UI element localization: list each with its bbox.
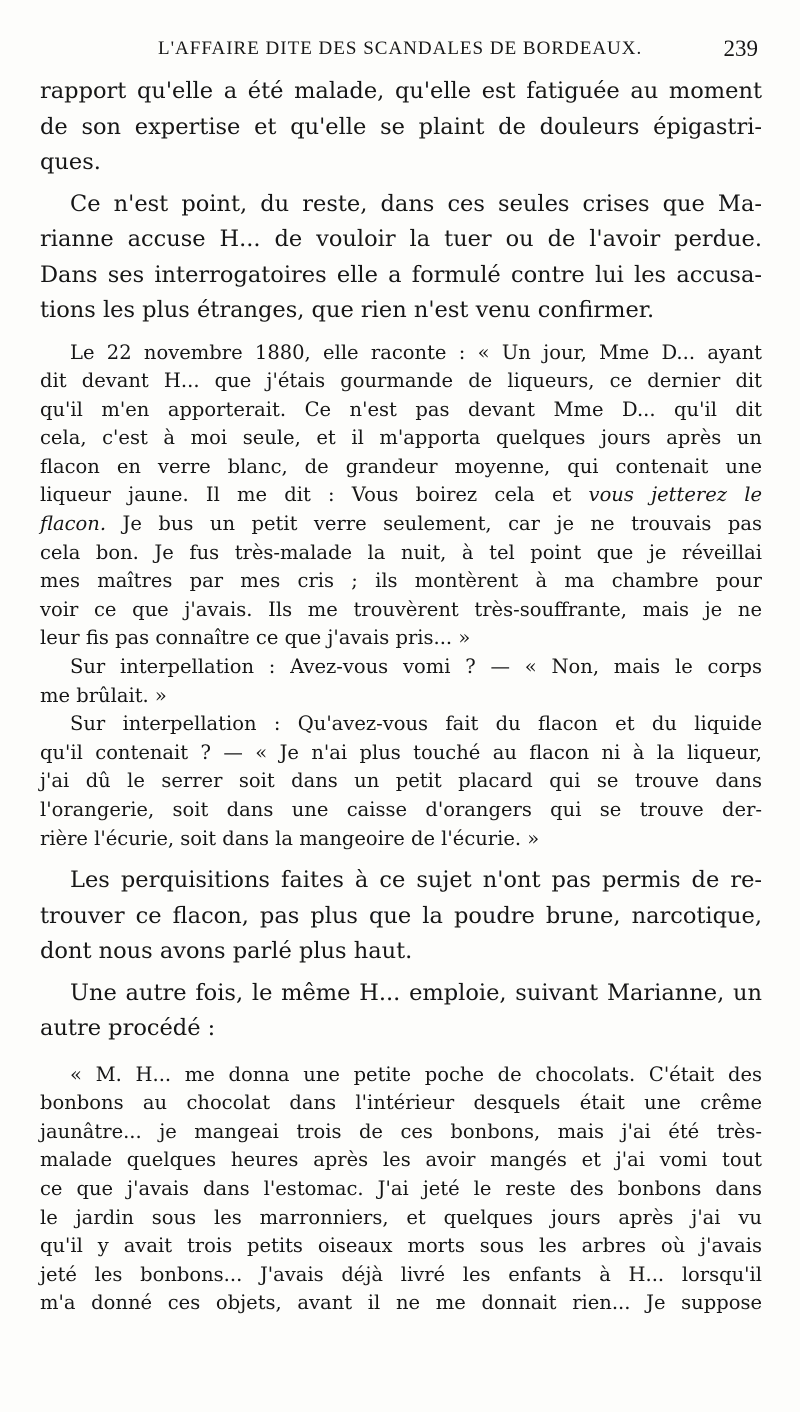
text-line: jeté les bonbons... J'avais déjà livré les enfants à H... lorsqu'il (40, 1262, 762, 1286)
bleed-through-footer (100, 1378, 720, 1408)
page-number: 239 (723, 36, 758, 61)
text-line: rapport qu'elle a été malade, qu'elle est fatiguée au moment (40, 78, 762, 104)
text-line: jaunâtre... je mangeai trois de ces bonbons, mais j'ai été très- (40, 1119, 762, 1143)
text-line: mes maîtres par mes cris ; ils montèrent à ma chambre pour (40, 569, 762, 593)
text-line: rianne accuse H... de vouloir la tuer ou de l'avoir perdue. (40, 226, 762, 252)
text-line: Sur interpellation : Qu'avez-vous fait du flacon et du liquide (70, 712, 762, 736)
page-body (40, 74, 762, 1318)
text-line: qu'il contenait ? — « Je n'ai plus touché au flacon ni à la liqueur, (40, 740, 762, 764)
text-span: liqueur jaune. Il me dit : Vous boirez cela et (40, 483, 572, 507)
text-line: dit devant H... que j'étais gourmande de liqueurs, ce dernier dit (40, 369, 762, 393)
text-line: cela bon. Je fus très-malade la nuit, à tel point que je réveillai (40, 540, 762, 564)
text-line: me brûlait. » (40, 683, 167, 707)
text-line: ques. (40, 149, 101, 175)
paragraph-4 (40, 653, 762, 710)
paragraph-8-quotation (40, 1061, 762, 1318)
page-header (40, 34, 762, 70)
text-line: bonbons au chocolat dans l'intérieur desquels était une crême (40, 1091, 762, 1115)
paragraph-7 (40, 976, 762, 1047)
text-line: autre procédé : (40, 1015, 216, 1042)
paragraph-6 (40, 863, 762, 970)
text-line: Une autre fois, le même H... emploie, suivant Marianne, un (70, 979, 762, 1006)
text-line: Ce n'est point, du reste, dans ces seules crises que Ma- (70, 190, 762, 217)
text-line: dont nous avons parlé plus haut. (40, 938, 413, 965)
text-line: Dans ses interrogatoires elle a formulé contre lui les accusa- (40, 261, 762, 288)
text-line: Le 22 novembre 1880, elle raconte : « Un jour, Mme D... ayant (70, 340, 762, 364)
text-line: j'ai dû le serrer soit dans un petit placard qui se trouve dans (40, 769, 762, 793)
text-line: qu'il m'en apporterait. Ce n'est pas devant Mme D... qu'il dit (40, 397, 762, 421)
paragraph-5 (40, 710, 762, 853)
text-line (40, 481, 762, 510)
text-line: de son expertise et qu'elle se plaint de douleurs épigastri- (40, 113, 762, 140)
paragraph-3-quotation (40, 339, 762, 654)
text-line: flacon en verre blanc, de grandeur moyenne, qui contenait une (40, 454, 762, 478)
italic-text: flacon. (40, 512, 107, 536)
text-line: cela, c'est à moi seule, et il m'apporta quelques jours après un (40, 426, 762, 450)
text-line: Les perquisitions faites à ce sujet n'ont pas permis de re- (70, 867, 762, 894)
text-line: qu'il y avait trois petits oiseaux morts sous les arbres où j'avais (40, 1234, 762, 1258)
paragraph-1 (40, 74, 762, 181)
text-line: malade quelques heures après les avoir mangés et j'ai vomi tout (40, 1148, 762, 1172)
text-line: voir ce que j'avais. Ils me trouvèrent très-souffrante, mais je ne (40, 597, 762, 621)
text-span: Je bus un petit verre seulement, car je ne trouvais pas (122, 512, 763, 536)
text-line: m'a donné ces objets, avant il ne me donnait rien... Je suppose (40, 1291, 762, 1315)
text-line: ce que j'avais dans l'estomac. J'ai jeté le reste des bonbons dans (40, 1177, 762, 1201)
text-line: « M. H... me donna une petite poche de chocolats. C'était des (70, 1062, 762, 1086)
paragraph-2 (40, 187, 762, 329)
text-line: trouver ce flacon, pas plus que la poudre brune, narcotique, (40, 902, 762, 929)
text-line: rière l'écurie, soit dans la mangeoire de l'écurie. » (40, 826, 540, 850)
text-line: le jardin sous les marronniers, et quelques jours après j'ai vu (40, 1205, 762, 1229)
text-line: l'orangerie, soit dans une caisse d'orangers qui se trouve der- (40, 798, 762, 821)
italic-text: vous jetterez le (588, 483, 762, 507)
text-line: tions les plus étranges, que rien n'est venu confirmer. (40, 297, 655, 323)
text-line: Sur interpellation : Avez-vous vomi ? — « Non, mais le corps (70, 655, 762, 679)
running-head: L'AFFAIRE DITE DES SCANDALES DE BORDEAUX. (158, 38, 643, 59)
text-line: leur fis pas connaître ce que j'avais pris... » (40, 626, 471, 650)
text-line (40, 510, 762, 539)
